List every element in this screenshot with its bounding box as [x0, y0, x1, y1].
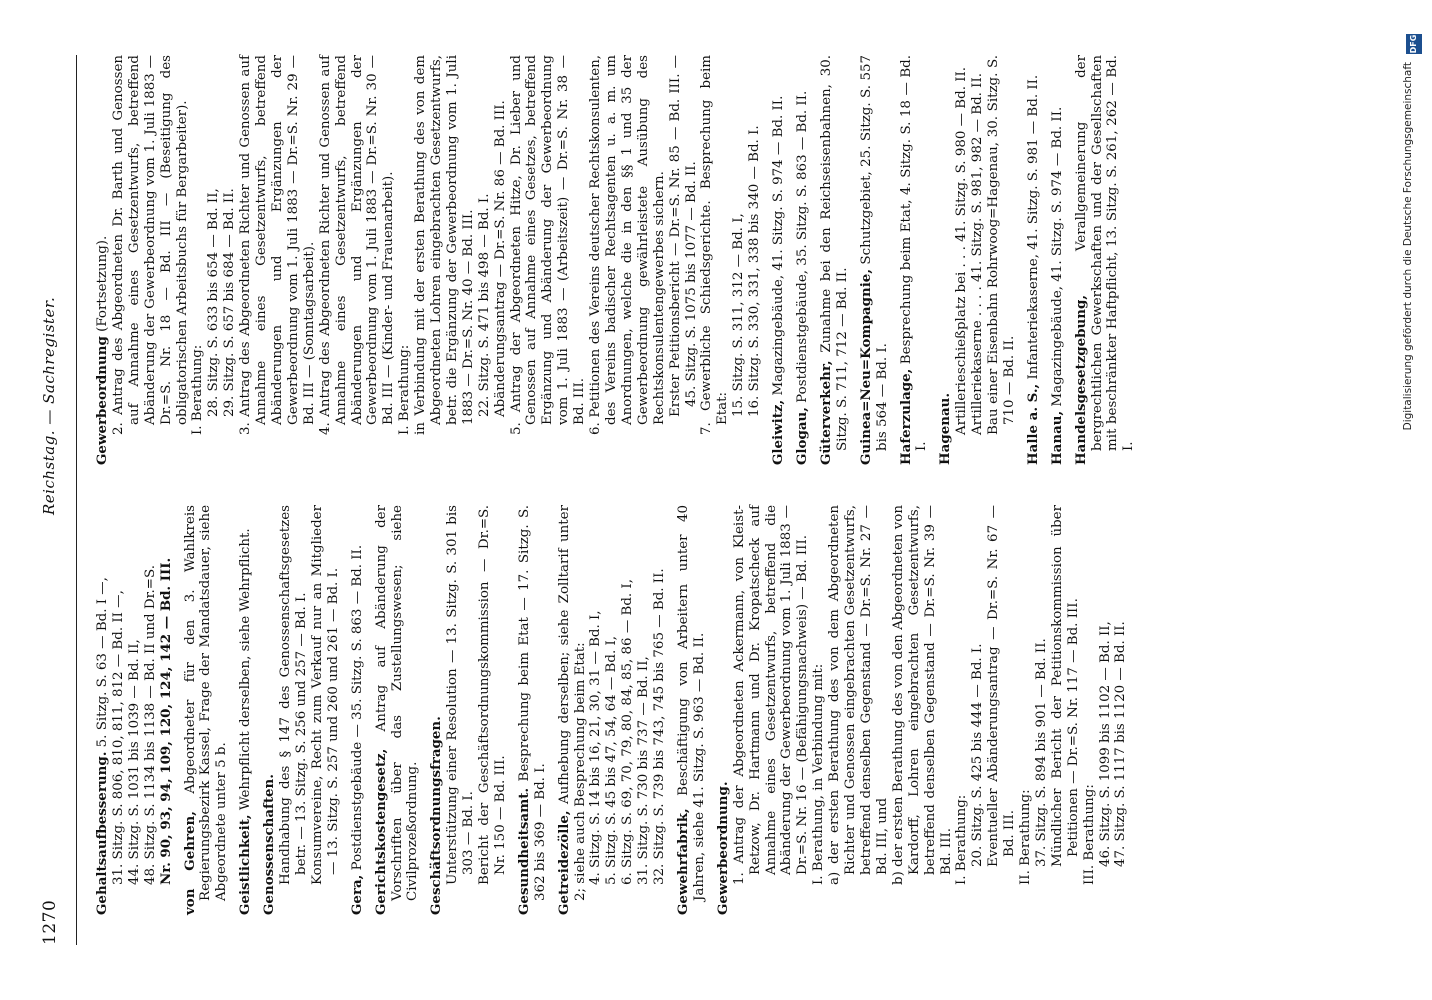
index-entry: Hanau, Magazingebäude, 41. Sitzg. S. 974 — Bd. II.	[1048, 106, 1065, 465]
index-entry: Gera, Postdienstgebäude — 35. Sitzg. S. 863 — Bd. II.	[348, 544, 365, 915]
digitization-credit	[1402, 34, 1422, 960]
index-entry: Handelsgesetzgebung, Verallgemeinerung der bergrechtlichen Gewerkschaften und der Gesellschaften mit beschränkter Haftpflicht, 13. Sitzg. S. 261, 262 — Bd. I.	[1072, 55, 1137, 465]
header-rule	[76, 55, 77, 945]
index-entry: Gleiwitz, Magazingebäude, 41. Sitzg. S. 974 — Bd. II.	[770, 95, 787, 465]
headword: Halle a. S.,	[1024, 383, 1041, 465]
index-entry: von Gehren, Abgeordneter für den 3. Wahlkreis Regierungsbezirk Kassel, Frage der Mandatsdauer, siehe Abgeordnete unter 5 b.	[181, 505, 230, 915]
index-entry: Geistlichkeit, Wehrpflicht derselben, siehe Wehrpflicht.	[237, 528, 254, 915]
headword: Geschäftsordnungsfragen.	[428, 716, 445, 915]
index-entry: Gewerbeordnung (Fortsetzung). 2. Antrag des Abgeordneten Dr. Barth und Genossen auf Annahme eines Gesetzentwurfs, betreffend Abänderung der Gewerbeordnung vom 1. Juli 1883 — Dr.=S. Nr. 18 — Bd. III — (Beseitigung des obligatorischen Arbeitsbuchs für Bergarbeiter). I. Berathung: 28. Sitzg. S. 633 bis 654 — Bd. II, 29. Sitzg. S. 657 bis 684 — Bd. II. 3. Antrag des Abgeordneten Richter und Genossen auf Annahme eines Gesetzentwurfs, betreffend Abänderungen und Ergänzungen der Gewerbeordnung vom 1. Juli 1883 — Dr.=S. Nr. 29 — Bd. III — (Sonntagsarbeit). 4. Antrag des Abgeordneten Richter und Genossen auf Annahme eines Gesetzentwurfs, betreffend Abänderungen und Ergänzungen der Gewerbeordnung vom 1. Juli 1883 — Dr.=S. Nr. 30 — Bd. III — (Kinder- und Frauenarbeit). I. Berathung: in Verbindung mit der ersten Berathung des von dem Abgeordneten Lohren eingebrachten Gesetzentwurfs, betr. die Ergänzung der Gewerbeordnung vom 1. Juli 1883 — Dr.=S. Nr. 40 — Bd. III. 22. Sitzg. S. 471 bis 498 — Bd. I. Abänderungsantrag — Dr.=S. Nr. 86 — Bd. III. 5. Antrag der Abgeordneten Hitze, Dr. Lieber und Genossen auf Annahme eines Gesetzes, betreffend Ergänzung und Abänderung der Gewerbeordnung vom 1. Juli 1883 — (Arbeitszeit) — Dr.=S. Nr. 38 — Bd. III. 6. Petitionen des Vereins deutscher Rechtskonsulenten, des Vereins badischer Rechtsagenten u. a. m. um Anordnungen, welche die in den §§ 1 und 35 der Gewerbeordnung gewährleistete Ausübung des Rechtskonsulentengewerbes sichern. Erster Petitionsbericht — Dr.=S. Nr. 85 — Bd. III. — 45. Sitzg. S. 1075 bis 1077 — Bd. II. 7. Gewerbliche Schiedsgerichte. Besprechung beim Etat: 15. Sitzg. S. 311, 312 — Bd. I, 16. Sitzg. S. 330, 331, 338 bis 340 — Bd. I.	[94, 55, 763, 465]
index-entry: Halle a. S., Infanteriekaserne, 41. Sitzg. S. 981 — Bd. II.	[1024, 74, 1041, 465]
headword: Gleiwitz,	[770, 399, 787, 465]
headword: Gewehrfabrik,	[675, 808, 691, 915]
headword: Gera,	[348, 874, 365, 915]
headword: Gerichtskostengesetz,	[372, 748, 389, 915]
index-entry: Hagenau. Artillerieschießplatz bei . . . 41. Sitzg. S. 980 — Bd. II. Artilleriekaserne . . . . 41. Sitzg. S. 981, 982 — Bd. II. Bau einer Eisenbahn Rohrwoog=Hagenau, 30. Sitzg. S. 710 — Bd. II.	[937, 55, 1017, 465]
headword: von Gehren,	[181, 811, 198, 915]
index-entry: Gewerbeordnung. 1. Antrag der Abgeordneten Ackermann, von Kleist-Retzow, Dr. Hartmann und Dr. Kropatscheck auf Annahme eines Gesetzentwurfs, betreffend die Abänderung der Gewerbeordnung vom 1. Juli 1883 — Dr.=S. Nr. 16 — (Befähigungsnachweis) — Bd. III. I. Berathung, in Verbindung mit: a) der ersten Berathung des von dem Abgeordneten Richter und Genossen eingebrachten Gesetzentwurfs, betreffend denselben Gegenstand — Dr.=S. Nr. 27 — Bd. III, und b) der ersten Berathung des von den Abgeordneten von Kardorff, Lohren eingebrachten Gesetzentwurfs, betreffend denselben Gegenstand — Dr.=S. Nr. 39 — Bd. III. I. Berathung: 20. Sitzg. S. 425 bis 444 — Bd. I. Eventueller Abänderungsantrag — Dr.=S. Nr. 67 — Bd. III. II. Berathung: 37. Sitzg. S. 894 bis 901 — Bd. II. Mündlicher Bericht der Petitionskommission über Petitionen — Dr.=S. Nr. 117 — Bd. III. III. Berathung: 46. Sitzg. S. 1099 bis 1102 — Bd. II, 47. Sitzg. S. 1117 bis 1120 — Bd. II.	[714, 505, 1129, 915]
dfg-logo: DFG	[1406, 34, 1422, 54]
page-number: 1270	[40, 899, 60, 945]
headword: Hagenau.	[937, 392, 954, 465]
headword: Haferzulage,	[897, 368, 914, 465]
headword: Gesundheitsamt.	[515, 787, 532, 915]
index-entry: Gewehrfabrik, Beschäftigung von Arbeitern unter 40 Jahren, siehe 41. Sitzg. S. 963 — Bd. II.	[675, 505, 707, 915]
credit-text: Digitalisierung gefördert durch die Deutsche Forschungsgemeinschaft	[1402, 62, 1414, 431]
page-title: Reichstag. — Sachregister.	[40, 296, 58, 515]
headword: Güterverkehr,	[817, 360, 834, 465]
right-column	[95, 55, 1145, 465]
index-entry: Gerichtskostengesetz, Antrag auf Abänderung der Vorschriften über das Zustellungswesen; siehe Civilprozeßordnung.	[372, 505, 421, 915]
left-column	[95, 505, 1137, 915]
index-entry: Haferzulage, Besprechung beim Etat, 4. Sitzg. S. 18 — Bd. I.	[897, 55, 930, 465]
index-entry: Gehaltsaufbesserung. 5. Sitzg. S. 63 — Bd. I —, 31. Sitzg. S. 806, 810, 811, 812 — Bd. II —, 44. Sitzg. S. 1031 bis 1039 — Bd. II, 48. Sitzg. S. 1134 bis 1138 — Bd. II und Dr.=S. Nr. 90, 93, 94, 109, 120, 124, 142 — Bd. III.	[94, 557, 174, 915]
headword: Glogau,	[793, 407, 810, 465]
running-head	[40, 55, 68, 945]
headword: Geistlichkeit,	[237, 814, 254, 915]
headword: Gewerbeordnung.	[714, 781, 731, 915]
headword: Hanau,	[1048, 410, 1065, 465]
headword: Handelsgesetzgebung,	[1072, 294, 1089, 465]
index-entry: Getreidezölle, Aufhebung derselben; siehe Zolltarif unter 2; siehe auch Besprechung beim Etat: 4. Sitzg. S. 14 bis 16, 21, 30, 31 — Bd. I, 5. Sitzg. S. 45 bis 47, 54, 64 — Bd. I, 6. Sitzg. S. 69, 70, 79, 80, 84, 85, 86 — Bd. I, 31. Sitzg. S. 730 bis 737 — Bd. II, 32. Sitzg. S. 739 bis 743, 745 bis 765 — Bd. II.	[555, 505, 668, 915]
headword: Guinea=Neu=Kompagnie,	[857, 269, 874, 465]
index-entry: Güterverkehr, Zunahme bei den Reichseisenbahnen, 30. Sitzg. S. 711, 712 — Bd. II.	[817, 55, 850, 465]
headword: Getreidezölle,	[555, 810, 572, 915]
headword: Gewerbeordnung	[94, 336, 110, 465]
headword: Gehaltsaufbesserung.	[94, 751, 110, 915]
index-entry: Glogau, Postdienstgebäude, 35. Sitzg. S. 863 — Bd. II.	[793, 90, 810, 465]
index-entry: Guinea=Neu=Kompagnie, Schutzgebiet, 25. Sitzg. S. 557 bis 564 — Bd. I.	[857, 55, 890, 465]
index-entry: Geschäftsordnungsfragen. Unterstützung einer Resolution — 13. Sitzg. S. 301 bis 303 — Bd. I. Bericht der Geschäftsordnungskommission — Dr.=S. Nr. 150 — Bd. III.	[428, 505, 508, 915]
index-entry: Genossenschaften. Handhabung des § 147 des Genossenschaftsgesetzes betr. — 13. Sitzg. S. 256 und 257 — Bd. I. Konsumvereine, Recht zum Verkauf nur an Mitglieder — 13. Sitzg. S. 257 und 260 und 261 — Bd. I.	[261, 505, 341, 915]
index-entry: Gesundheitsamt. Besprechung beim Etat — 17. Sitzg. S. 362 bis 369 — Bd. I.	[515, 505, 548, 915]
headword: Genossenschaften.	[261, 774, 278, 915]
